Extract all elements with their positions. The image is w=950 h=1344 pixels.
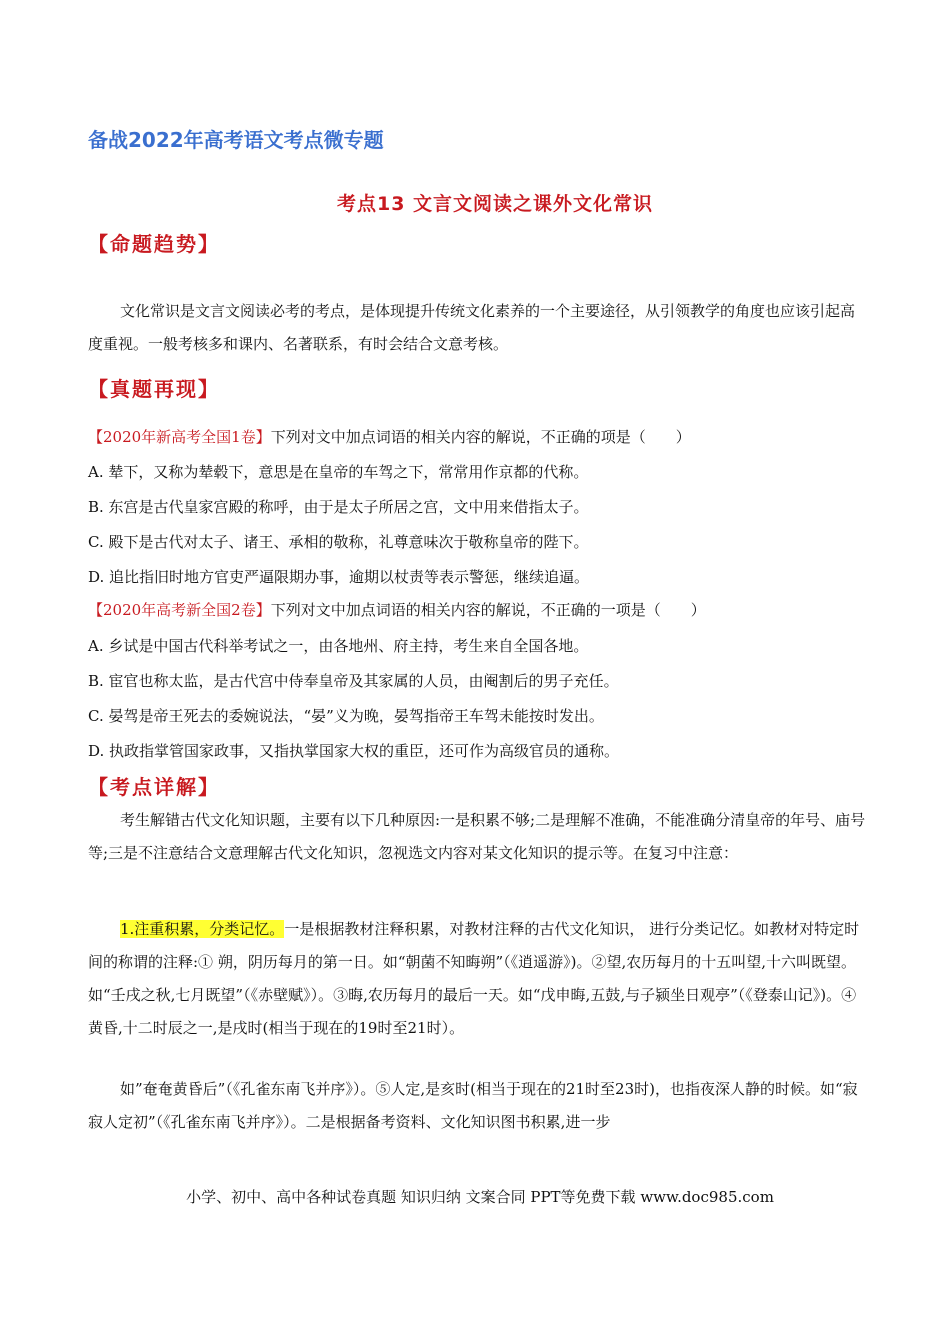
question-1-option-a: A. 辇下，又称为辇毂下，意思是在皇帝的车驾之下，常常用作京都的代称。 [88,463,589,481]
question-1-option-c: C. 殿下是古代对太子、诸王、承相的敬称，礼尊意味次于敬称皇帝的陛下。 [88,533,589,551]
question-2-option-b: B. 宦官也称太监，是古代宫中侍奉皇帝及其家属的人员，由阉割后的男子充任。 [88,672,619,690]
detail-point-1-paragraph [88,913,868,1045]
question-1-option-d: D. 追比指旧时地方官吏严逼限期办事，逾期以杖责等表示警惩，继续追逼。 [88,568,590,586]
footer-ad: 小学、初中、高中各种试卷真题 知识归纳 文案合同 PPT等免费下载 www.doc985.com [186,1188,774,1206]
detail-point-1-continued: 如”奄奄黄昏后”（《孔雀东南飞并序》）。⑤人定,是亥时(相当于现在的21时至23时)，也指夜深人静的时候。如“寂寂人定初”（《孔雀东南飞并序》）。二是根据备考资料、文化知识图书积累,进一步 [88,1080,858,1131]
question-2-option-c: C. 晏驾是帝王死去的委婉说法，“晏”义为晚，晏驾指帝王车驾未能按时发出。 [88,707,604,725]
section-heading-real: 【真题再现】 [88,377,220,401]
question-1-option-b: B. 东宫是古代皇家宫殿的称呼，由于是太子所居之宫，文中用来借指太子。 [88,498,589,516]
question-2-stem [88,599,878,621]
series-title: 备战2022年高考语文考点微专题 [88,128,384,152]
point-1-text: 一是根据教材注释积累，对教材注释的古代文化知识， 进行分类记忆。如教材对特定时间的称谓的注释:① 朔，阴历每月的第一日。如“朝菌不知晦朔”（《逍遥游》)。②望,农历每月的十五叫望,十六叫既望。如“壬戌之秋,七月既望”（《赤壁赋》）。③晦,农历每月的最后一天。如“戊申晦,五鼓,与子颍坐日观亭”（《登泰山记》)。④黄昏,十二时辰之一,是戌时(相当于现在的19时至21时）。 [88,920,860,1037]
section-heading-trend: 【命题趋势】 [88,232,220,256]
question-1-source: 【2020年新高考全国1卷】 [88,428,271,446]
trend-paragraph: 文化常识是文言文阅读必考的考点，是体现提升传统文化素养的一个主要途径，从引领教学的角度也应该引起高度重视。一般考核多和课内、名著联系，有时会结合文意考核。 [88,302,856,353]
question-1-stem [88,426,878,448]
question-2-option-a: A. 乡试是中国古代科举考试之一，由各地州、府主持，考生来自全国各地。 [88,637,589,655]
question-2-text: 下列对文中加点词语的相关内容的解说，不正确的一项是（ ） [270,601,706,619]
question-2-option-d: D. 执政指掌管国家政事，又指执掌国家大权的重臣，还可作为高级官员的通称。 [88,742,620,760]
question-2-source: 【2020年高考新全国2卷】 [88,601,271,619]
point-1-highlight: 1.注重积累，分类记忆。 [120,920,285,938]
question-1-text: 下列对文中加点词语的相关内容的解说，不正确的项是（ ） [270,428,691,446]
section-heading-detail: 【考点详解】 [88,775,220,799]
main-title: 考点13 文言文阅读之课外文化常识 [336,193,654,215]
detail-intro-paragraph: 考生解错古代文化知识题，主要有以下几种原因:一是积累不够;二是理解不准确，不能准确分清皇帝的年号、庙号等;三是不注意结合文意理解古代文化知识，忽视选文内容对某文化知识的提示等。在复习中注意： [88,811,866,862]
